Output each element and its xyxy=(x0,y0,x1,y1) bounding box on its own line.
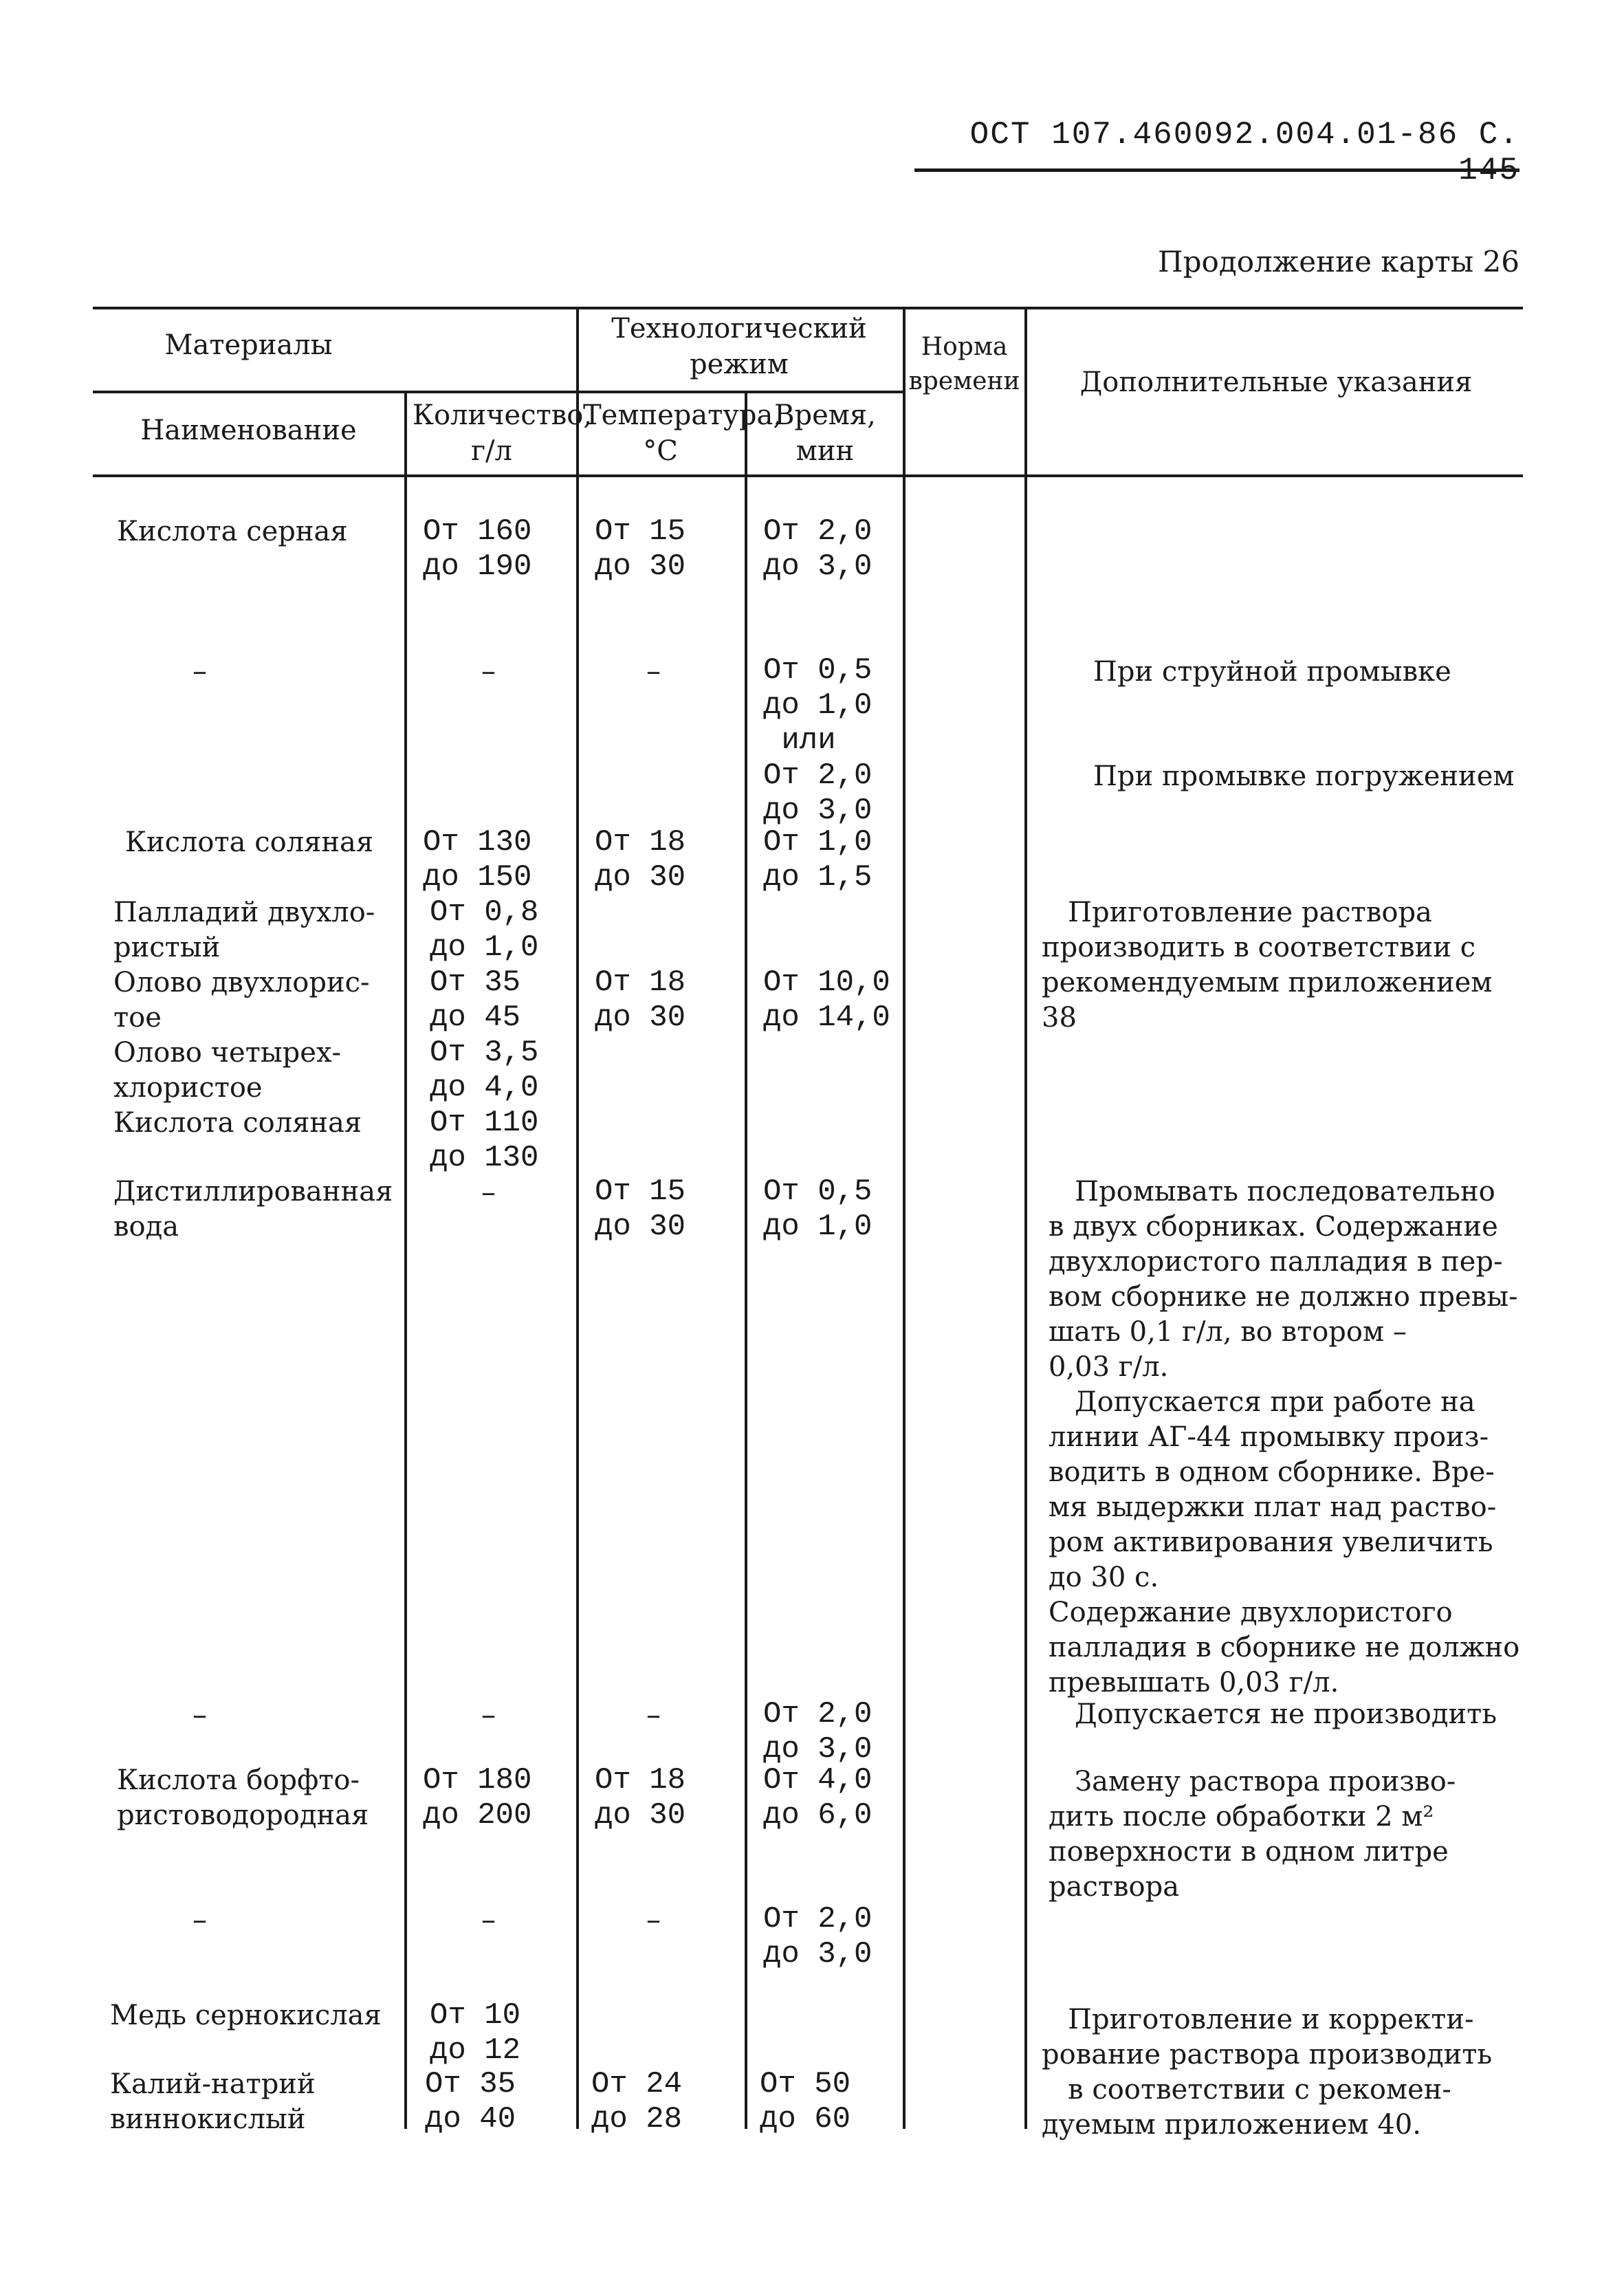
material-name: – xyxy=(193,654,207,688)
header-name: Наименование xyxy=(140,415,357,446)
material-name: Калий-натрий виннокислый xyxy=(110,2068,316,2135)
note-text: При струйной промывке xyxy=(1093,656,1451,688)
quantity-value: От 10 до 12 xyxy=(430,1998,521,2068)
quantity-value: От 0,8 до 1,0 xyxy=(430,895,539,965)
material-name: Кислота борфто- ристоводородная xyxy=(117,1764,369,1831)
table-head-bottom-rule xyxy=(93,474,1523,477)
quantity-value: – xyxy=(481,1698,496,1731)
table-top-rule xyxy=(93,307,1523,309)
note-text: Промывать последовательно в двух сборниках. Содержание двухлористого палладия в пер- вом сборнике не должно превы- шать 0,1 г/л, во втором – 0,03 г/л. Допускается при работе на линии АГ-44 промывку произ- водить в одном сборнике. Вре- мя выдержки плат над раство- ром активирования увеличить до 30 с. Содержание двухлористого палладия в сборнике не должно превышать 0,03 г/л. xyxy=(1049,1176,1520,1698)
quantity-value: – xyxy=(481,1175,496,1209)
temperature-value: От 18 до 30 xyxy=(595,825,686,895)
material-name: Олово четырех- хлористое xyxy=(113,1037,342,1104)
time-value: От 4,0 до 6,0 xyxy=(763,1763,873,1833)
col-divider xyxy=(1024,307,1027,2129)
material-name: Кислота серная xyxy=(117,516,348,547)
time-value: От 2,0 до 3,0 xyxy=(763,1697,873,1767)
header-rule xyxy=(914,168,1519,172)
quantity-value: От 35 до 40 xyxy=(425,2067,516,2136)
temperature-value: От 18 до 30 xyxy=(595,965,686,1035)
temperature-value: От 24 до 28 xyxy=(591,2067,683,2136)
temperature-value: – xyxy=(646,1903,661,1936)
quantity-value: От 35 до 45 xyxy=(430,965,521,1035)
note-text: Приготовление и корректи- рование раствора производить в соответствии с рекомен- дуемым приложением 40. xyxy=(1042,2004,1493,2141)
document-code: ОСТ 107.460092.004.01-86 С. 145 xyxy=(969,117,1519,188)
material-name: – xyxy=(193,1698,207,1731)
header-quantity: Количество, г/л xyxy=(413,400,593,467)
header-time-norm: Норма времени xyxy=(908,333,1020,395)
material-name: Олово двухлорис- тое xyxy=(113,967,370,1034)
temperature-value: От 15 до 30 xyxy=(595,1174,686,1244)
temperature-value: – xyxy=(646,1698,661,1731)
col-divider xyxy=(576,307,579,2129)
quantity-value: От 160 до 190 xyxy=(423,514,532,584)
note-text: Допускается не производить xyxy=(1049,1698,1497,1730)
time-value: От 0,5 до 1,0 или От 2,0 до 3,0 xyxy=(763,653,873,828)
header-temperature: Температура, °С xyxy=(583,400,782,467)
time-value: От 2,0 до 3,0 xyxy=(763,1902,873,1971)
quantity-value: – xyxy=(481,654,496,688)
temperature-value: От 15 до 30 xyxy=(595,514,686,584)
material-name: – xyxy=(193,1903,207,1936)
material-name: Медь сернокислая xyxy=(110,2000,382,2031)
col-divider xyxy=(745,391,747,2129)
quantity-value: – xyxy=(481,1903,496,1936)
quantity-value: От 130 до 150 xyxy=(423,825,532,895)
col-divider xyxy=(903,307,906,2129)
header-time: Время, мин xyxy=(774,400,876,467)
quantity-value: От 110 до 130 xyxy=(430,1106,539,1175)
quantity-value: От 180 до 200 xyxy=(423,1763,532,1833)
material-name: Кислота соляная xyxy=(113,1107,362,1139)
quantity-value: От 3,5 до 4,0 xyxy=(430,1036,539,1105)
time-value: От 10,0 до 14,0 xyxy=(763,965,890,1035)
col-divider xyxy=(404,391,407,2129)
header-notes: Дополнительные указания xyxy=(1079,367,1473,398)
time-value: От 0,5 до 1,0 xyxy=(763,1174,873,1244)
temperature-value: – xyxy=(646,654,661,688)
header-materials: Материалы xyxy=(164,329,333,361)
material-name: Дистиллированная вода xyxy=(113,1176,393,1243)
time-value: От 50 до 60 xyxy=(760,2067,851,2136)
note-text: При промывке погружением xyxy=(1093,761,1515,792)
continuation-label: Продолжение карты 26 xyxy=(1158,245,1519,278)
table-mid-rule xyxy=(93,391,903,393)
temperature-value: От 18 до 30 xyxy=(595,1763,686,1833)
material-name: Кислота соляная xyxy=(125,827,374,858)
time-value: От 2,0 до 3,0 xyxy=(763,514,873,584)
note-text: Приготовление раствора производить в соответствии с рекомендуемым приложением 38 xyxy=(1042,897,1493,1034)
note-text: Замену раствора произво- дить после обработки 2 м² поверхности в одном литре раствора xyxy=(1049,1766,1456,1903)
material-name: Палладий двухло- ристый xyxy=(113,897,375,963)
header-tech-mode: Технологический режим xyxy=(611,313,867,380)
time-value: От 1,0 до 1,5 xyxy=(763,825,873,895)
